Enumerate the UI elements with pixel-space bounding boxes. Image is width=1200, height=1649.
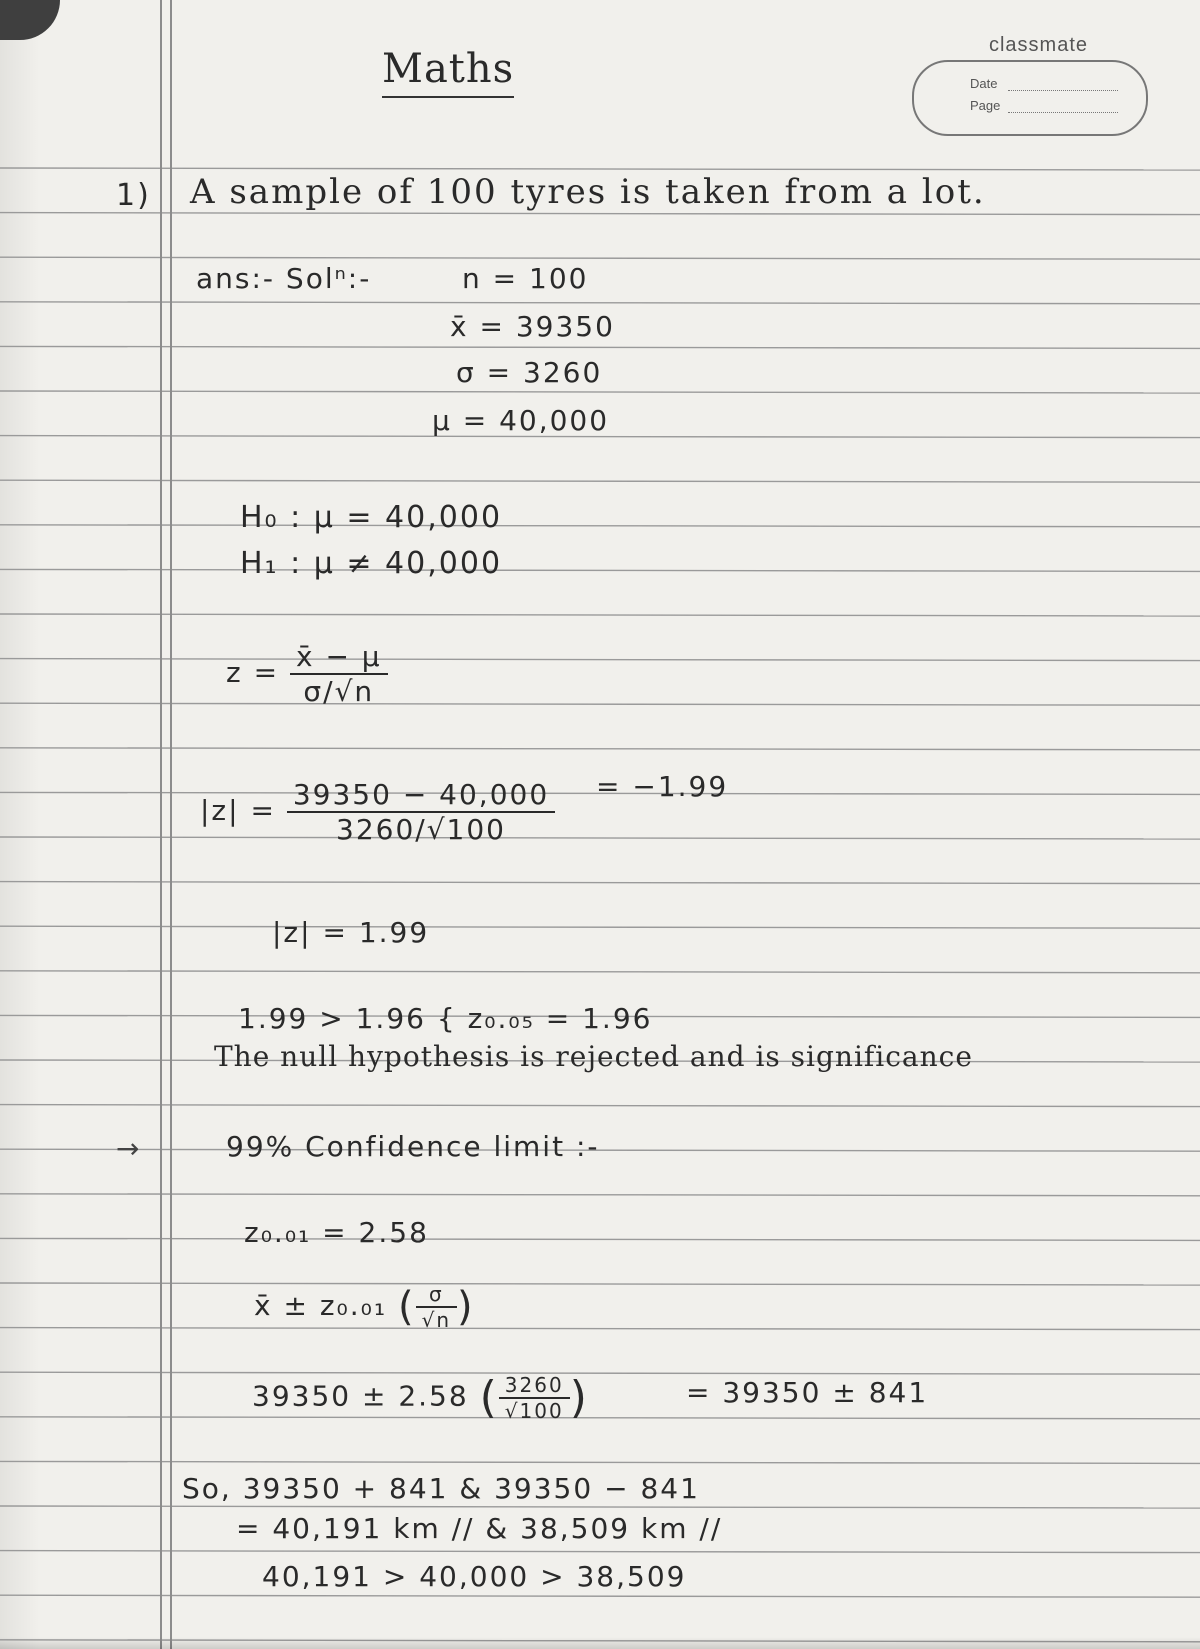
- comparison: 1.99 > 1.96 { z₀.₀₅ = 1.96: [238, 1002, 653, 1035]
- confidence-heading: 99% Confidence limit :-: [226, 1130, 600, 1163]
- question-text: A sample of 100 tyres is taken from a lot.: [190, 172, 986, 212]
- alternative-hypothesis: H₁ : μ ≠ 40,000: [240, 546, 503, 581]
- ruled-line: [0, 1372, 1200, 1374]
- answer-prefix: ans:- Solⁿ:-: [196, 262, 372, 295]
- ruled-line: [0, 525, 1200, 527]
- confidence-formula-fraction: [416, 1282, 457, 1332]
- date-line: [1008, 90, 1118, 91]
- date-label: Date: [970, 76, 998, 91]
- given-xbar: x̄ = 39350: [450, 310, 615, 343]
- z-calc-lhs: |z| =: [200, 794, 276, 827]
- ruled-line: [0, 302, 1200, 304]
- confidence-calc-denominator: √100: [504, 1398, 564, 1423]
- page-line: [1008, 112, 1118, 113]
- ruled-line: [0, 480, 1200, 482]
- z-calc-numerator: 39350 − 40,000: [287, 778, 555, 813]
- ruled-line: [0, 703, 1200, 705]
- ruled-line: [0, 882, 1200, 884]
- z-formula: [226, 640, 388, 708]
- z-formula-fraction: [290, 640, 388, 708]
- final-line-3: 40,191 > 40,000 > 38,509: [262, 1560, 687, 1593]
- confidence-formula-prefix: x̄ ± z₀.₀₁: [254, 1289, 388, 1322]
- ruled-line: [0, 213, 1200, 215]
- arrow-icon: →: [116, 1132, 140, 1165]
- ruled-line: [0, 1506, 1200, 1508]
- ruled-line: [0, 168, 1200, 170]
- given-n: n = 100: [462, 262, 589, 295]
- ruled-line: [0, 1417, 1200, 1419]
- confidence-calc-numerator: 3260: [499, 1373, 570, 1399]
- ruled-line: [0, 1595, 1200, 1597]
- ruled-line: [0, 971, 1200, 973]
- ruled-line: [0, 346, 1200, 348]
- date-page-box: [912, 60, 1148, 136]
- page-bottom-shadow: [0, 1637, 1200, 1649]
- ruled-line: [0, 1283, 1200, 1285]
- confidence-result: = 39350 ± 841: [686, 1376, 929, 1409]
- z-calculation: [200, 778, 555, 846]
- null-hypothesis: H₀ : μ = 40,000: [240, 500, 503, 535]
- ruled-line: [0, 1238, 1200, 1240]
- given-sigma: σ = 3260: [456, 356, 603, 389]
- z-calc-fraction: [287, 778, 555, 846]
- ruled-line: [0, 659, 1200, 661]
- confidence-formula: x̄ ± z₀.₀₁ ( $\frac{\sigma}{√n}$ ): [254, 1282, 475, 1332]
- given-mu: μ = 40,000: [432, 404, 610, 437]
- final-line-2: = 40,191 km // & 38,509 km //: [236, 1512, 723, 1545]
- conclusion: The null hypothesis is rejected and is significance: [214, 1040, 973, 1073]
- confidence-formula-denominator: √n: [421, 1308, 452, 1332]
- margin-line-right: [170, 0, 172, 1649]
- z-calc-denominator: 3260/√100: [336, 813, 506, 846]
- confidence-calc-prefix: 39350 ± 2.58: [252, 1379, 469, 1413]
- z-calc-result: = −1.99: [596, 770, 729, 803]
- z-formula-denominator: σ/√n: [303, 675, 375, 708]
- ruled-line: [0, 1149, 1200, 1151]
- ruled-line: [0, 257, 1200, 259]
- confidence-calculation: 39350 ± 2.58 ( $\frac{3260}{√100}$ ): [252, 1372, 589, 1423]
- ruled-line: [0, 748, 1200, 750]
- ruled-line: [0, 391, 1200, 393]
- final-line-1: So, 39350 + 841 & 39350 − 841: [182, 1472, 700, 1505]
- ruled-line: [0, 837, 1200, 839]
- z-critical-value: z₀.₀₁ = 2.58: [244, 1216, 429, 1249]
- page-label: Page: [970, 98, 1001, 113]
- ruled-line: [0, 1328, 1200, 1330]
- ruled-line: [0, 614, 1200, 616]
- absolute-z: |z| = 1.99: [272, 916, 430, 949]
- margin-line-left: [160, 0, 162, 1649]
- ruled-line: [0, 569, 1200, 571]
- ruled-line: [0, 1194, 1200, 1196]
- ruled-line: [0, 1551, 1200, 1553]
- ruled-line: [0, 1461, 1200, 1463]
- ruled-line: [0, 926, 1200, 928]
- page-title: Maths: [382, 46, 514, 92]
- question-number: 1): [116, 178, 151, 213]
- z-formula-lhs: z =: [226, 656, 280, 689]
- ruled-line: [0, 1105, 1200, 1107]
- z-formula-numerator: x̄ − μ: [290, 640, 388, 675]
- confidence-calc-fraction: [499, 1373, 570, 1423]
- confidence-formula-numerator: σ: [416, 1282, 457, 1308]
- brand-logo: classmate: [988, 34, 1088, 56]
